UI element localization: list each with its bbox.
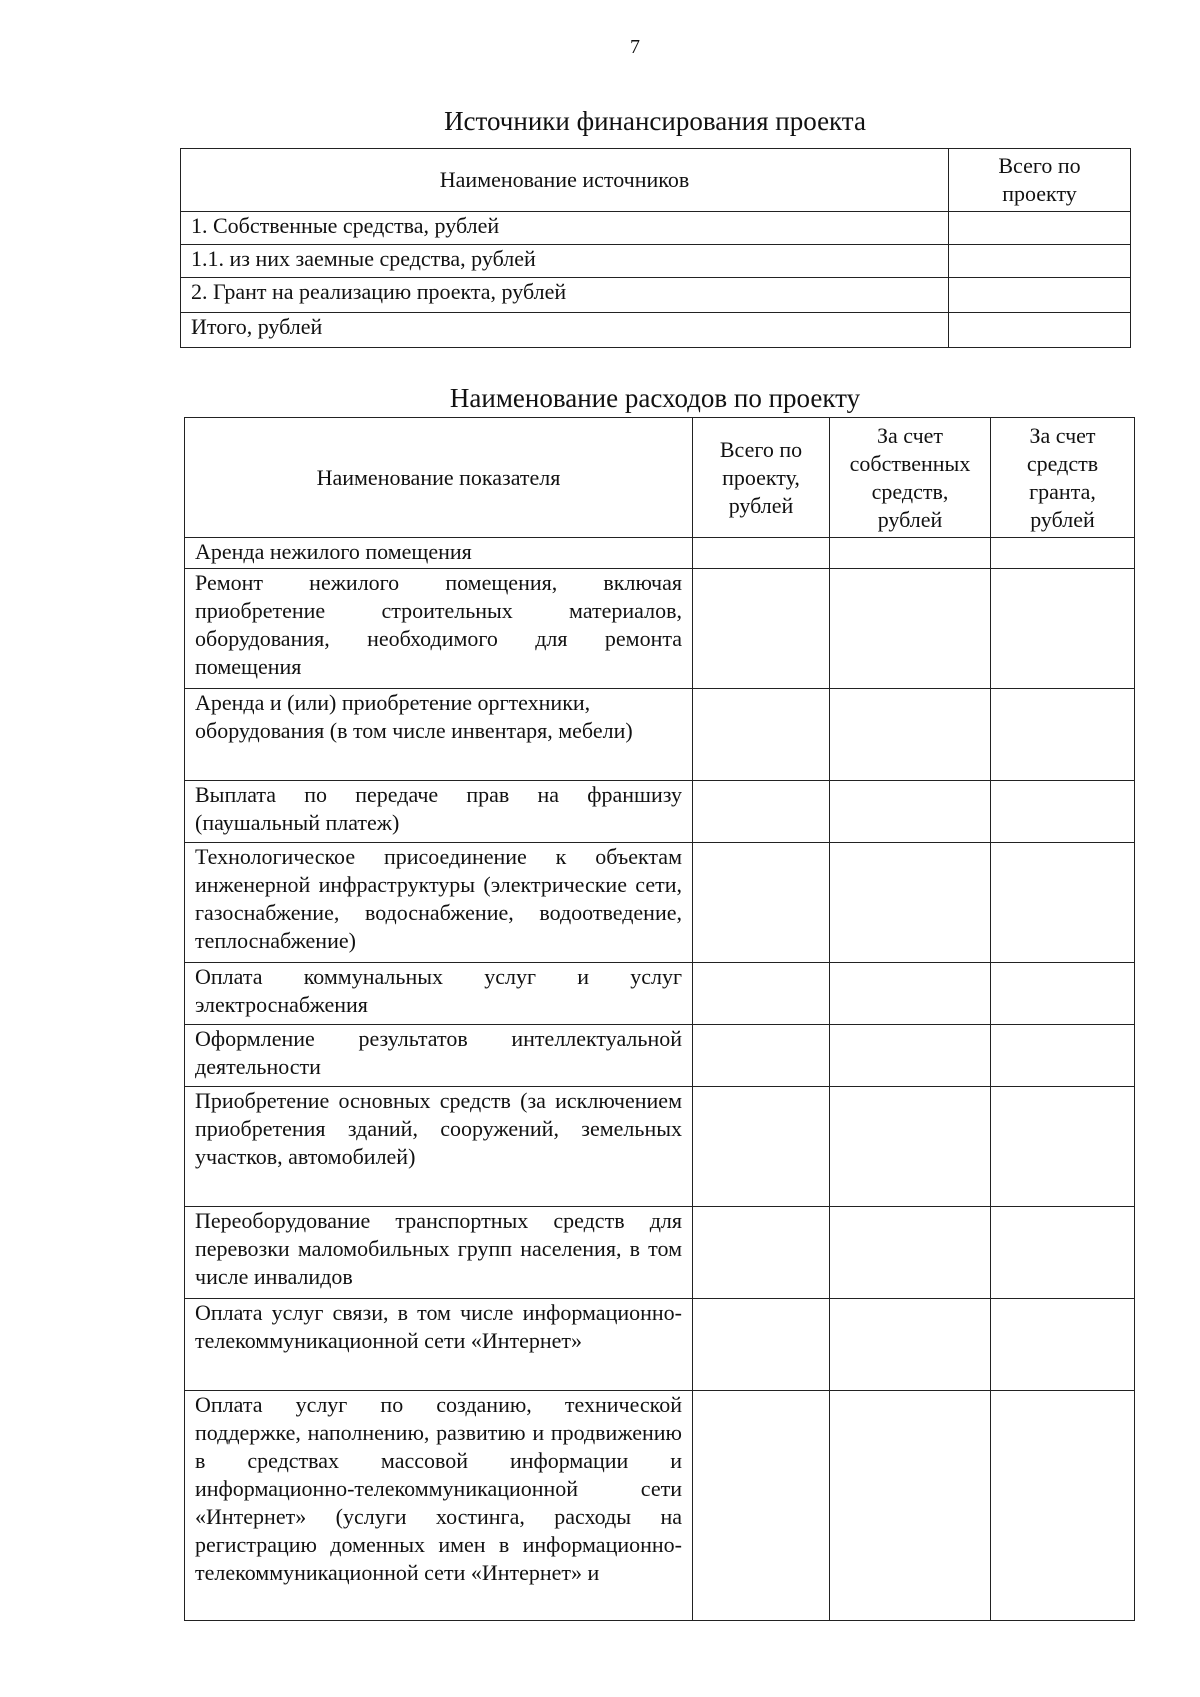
source-total-cell: [949, 278, 1131, 313]
expense-total-cell: [693, 1207, 830, 1299]
table-row: [185, 569, 1135, 689]
expense-total-cell: [693, 781, 830, 843]
source-total-cell: [949, 212, 1131, 245]
expense-grant-cell: [991, 689, 1135, 781]
expense-label: Аренда и (или) приобретение оргтехники, оборудования (в том числе инвентаря, мебели): [185, 689, 693, 781]
expense-grant-cell: [991, 1087, 1135, 1207]
expenses-header-row: [185, 418, 1135, 538]
table-row: [185, 689, 1135, 781]
source-label: 1. Собственные средства, рублей: [181, 212, 949, 245]
sources-title: Источники финансирования проекта: [444, 106, 866, 136]
expense-own-cell: [830, 569, 991, 689]
expense-label: Оплата услуг связи, в том числе информационно-телекоммуникационной сети «Интернет»: [185, 1299, 693, 1391]
table-row: [185, 963, 1135, 1025]
source-label: 1.1. из них заемные средства, рублей: [181, 245, 949, 278]
sources-header-name: Наименование источников: [181, 149, 949, 212]
table-row: [185, 1025, 1135, 1087]
expense-total-cell: [693, 1025, 830, 1087]
table-row: [181, 245, 1131, 278]
source-total-cell: [949, 245, 1131, 278]
expense-label: Ремонт нежилого помещения, включая приобретение строительных материалов, оборудования, необходимого для ремонта помещения: [185, 569, 693, 689]
expenses-header-name: Наименование показателя: [185, 418, 693, 538]
page-number: 7: [630, 36, 640, 58]
expense-label: Выплата по передаче прав на франшизу (паушальный платеж): [185, 781, 693, 843]
expense-label: Оформление результатов интеллектуальной деятельности: [185, 1025, 693, 1087]
expense-own-cell: [830, 1299, 991, 1391]
table-row: [185, 1299, 1135, 1391]
expense-own-cell: [830, 1391, 991, 1621]
expense-grant-cell: [991, 569, 1135, 689]
table-row: [185, 1207, 1135, 1299]
expense-total-cell: [693, 1299, 830, 1391]
expense-label: Аренда нежилого помещения: [185, 538, 693, 569]
table-row: [185, 538, 1135, 569]
expense-grant-cell: [991, 538, 1135, 569]
expense-own-cell: [830, 781, 991, 843]
expense-total-cell: [693, 1391, 830, 1621]
expense-own-cell: [830, 1087, 991, 1207]
table-row: [185, 843, 1135, 963]
sources-table: [180, 148, 1131, 348]
expense-label: Переоборудование транспортных средств для перевозки маломобильных групп населения, в том числе инвалидов: [185, 1207, 693, 1299]
expense-total-cell: [693, 538, 830, 569]
expense-own-cell: [830, 843, 991, 963]
expense-total-cell: [693, 1087, 830, 1207]
expense-grant-cell: [991, 781, 1135, 843]
expense-grant-cell: [991, 963, 1135, 1025]
expenses-title: Наименование расходов по проекту: [449, 383, 861, 413]
expense-total-cell: [693, 569, 830, 689]
table-row: [185, 1391, 1135, 1621]
expense-label: Технологическое присоединение к объектам инженерной инфраструктуры (электрические сети, газоснабжение, водоснабжение, водоотведение, теплоснабжение): [185, 843, 693, 963]
table-row: [185, 781, 1135, 843]
expense-grant-cell: [991, 1207, 1135, 1299]
expense-own-cell: [830, 689, 991, 781]
table-row: [181, 313, 1131, 348]
expenses-header-grant: За счет средств гранта, рублей: [991, 418, 1135, 538]
table-row: [181, 212, 1131, 245]
expense-label: Оплата коммунальных услуг и услуг электроснабжения: [185, 963, 693, 1025]
expense-own-cell: [830, 1207, 991, 1299]
expenses-header-own: За счет собственных средств, рублей: [830, 418, 991, 538]
expenses-header-total: Всего по проекту, рублей: [693, 418, 830, 538]
source-label: 2. Грант на реализацию проекта, рублей: [181, 278, 949, 313]
expense-own-cell: [830, 963, 991, 1025]
source-label: Итого, рублей: [181, 313, 949, 348]
table-row: [185, 1087, 1135, 1207]
expense-total-cell: [693, 689, 830, 781]
expenses-table: [184, 417, 1135, 1621]
expense-label: Приобретение основных средств (за исключением приобретения зданий, сооружений, земельных участков, автомобилей): [185, 1087, 693, 1207]
expense-grant-cell: [991, 1025, 1135, 1087]
sources-header-total: Всего по проекту: [949, 149, 1131, 212]
expense-grant-cell: [991, 1391, 1135, 1621]
table-row: [181, 278, 1131, 313]
expense-total-cell: [693, 963, 830, 1025]
source-total-cell: [949, 313, 1131, 348]
expense-grant-cell: [991, 843, 1135, 963]
expense-label: Оплата услуг по созданию, технической поддержке, наполнению, развитию и продвижению в средствах массовой информации и информационно-телекоммуникационной сети «Интернет» (услуги хостинга, расходы на регистрацию доменных имен в информационно-телекоммуникационной сети «Интернет» и: [185, 1391, 693, 1621]
expense-own-cell: [830, 538, 991, 569]
expense-grant-cell: [991, 1299, 1135, 1391]
expense-total-cell: [693, 843, 830, 963]
sources-header-row: [181, 149, 1131, 212]
expense-own-cell: [830, 1025, 991, 1087]
